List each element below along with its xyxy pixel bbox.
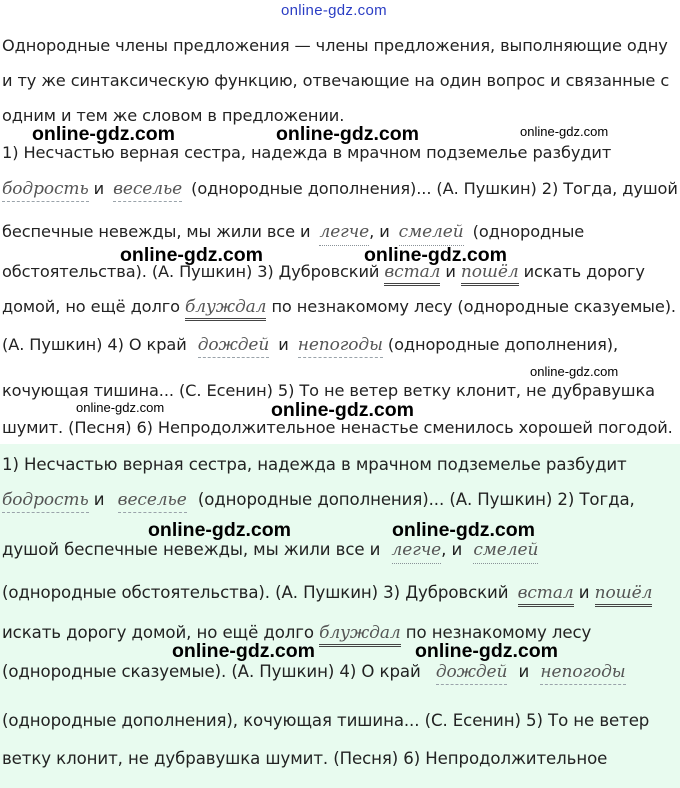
task-text: искать дорогу — [523, 262, 645, 281]
homogeneous-predicate: блуждал — [319, 623, 400, 647]
task-text: , и — [369, 222, 390, 241]
homogeneous-predicate: пошёл — [461, 262, 519, 286]
task-text: (однородные — [472, 222, 585, 241]
watermark: online-gdz.com — [32, 123, 175, 145]
watermark: online-gdz.com — [76, 400, 165, 415]
conjunction: и — [278, 335, 289, 354]
task-line — [2, 335, 618, 355]
answer-text: (однородные обстоятельства). (А. Пушкин) 3) Дубровский — [2, 583, 509, 602]
task-line: кочующая тишина... (С. Есенин) 5) То не ветер ветку клонит, не дубравушка — [2, 381, 655, 400]
conjunction: и — [518, 662, 530, 681]
answer-line — [2, 540, 538, 560]
task-line: шумит. (Песня) 6) Непродолжительное ненастье сменилось хорошей погодой. — [2, 418, 673, 437]
watermark: online-gdz.com — [392, 519, 535, 541]
watermark-top: online-gdz.com — [281, 2, 387, 19]
answer-text: искать дорогу домой, но ещё долго — [2, 623, 314, 642]
watermark: online-gdz.com — [364, 244, 507, 266]
task-line — [2, 222, 584, 242]
watermark: online-gdz.com — [415, 640, 558, 662]
definition-line: одним и тем же словом в предложении. — [2, 106, 345, 125]
task-line: 1) Несчастью верная сестра, надежда в мрачном подземелье разбудит — [2, 143, 612, 162]
answer-text: (однородные дополнения)... (А. Пушкин) 2) Тогда, — [197, 490, 635, 509]
answer-text: (однородные сказуемые). (А. Пушкин) 4) О край — [2, 662, 421, 681]
answer-line: ветку клонит, не дубравушка шумит. (Песня) 6) Непродолжительное — [2, 749, 608, 768]
homogeneous-predicate: встал — [384, 262, 440, 286]
answer-text: по незнакомому лесу — [405, 623, 592, 642]
task-text: (однородные дополнения)... (А. Пушкин) 2) Тогда, душой — [191, 179, 678, 198]
answer-line: 1) Несчастью верная сестра, надежда в мрачном подземелье разбудит — [2, 455, 627, 474]
task-text: (однородные дополнения), — [387, 335, 618, 354]
homogeneous-object: дождей — [436, 662, 508, 685]
watermark: online-gdz.com — [520, 124, 609, 139]
homogeneous-predicate: блуждал — [185, 297, 266, 321]
homogeneous-predicate: встал — [518, 583, 574, 607]
task-line — [2, 179, 678, 199]
answer-line — [2, 662, 626, 682]
answer-line — [2, 583, 652, 603]
homogeneous-object: непогоды — [540, 662, 625, 685]
homogeneous-predicate: пошёл — [595, 583, 653, 607]
conjunction: и — [445, 262, 456, 281]
answer-text: душой беспечные невежды, мы жили все и — [2, 540, 381, 559]
homogeneous-object: бодрость — [2, 179, 89, 202]
task-text: обстоятельства). (А. Пушкин) 3) Дубровский — [2, 262, 380, 281]
watermark: online-gdz.com — [271, 399, 414, 421]
watermark: online-gdz.com — [148, 519, 291, 541]
answer-line — [2, 490, 635, 510]
task-line — [2, 297, 676, 317]
task-text: беспечные невежды, мы жили все и — [2, 222, 311, 241]
task-line — [2, 262, 645, 282]
homogeneous-adverbial: смелей — [473, 540, 538, 564]
conjunction: и — [93, 179, 105, 198]
watermark: online-gdz.com — [172, 640, 315, 662]
answer-line: (однородные дополнения), кочующая тишина... (С. Есенин) 5) То не ветер — [2, 711, 650, 730]
homogeneous-object: веселье — [113, 179, 182, 202]
homogeneous-object: бодрость — [2, 490, 89, 513]
definition-line: и ту же синтаксическую функцию, отвечающие на один вопрос и связанные с — [2, 71, 670, 90]
task-text: домой, но ещё долго — [2, 297, 180, 316]
watermark: online-gdz.com — [120, 244, 263, 266]
task-text: по незнакомому лесу (однородные сказуемые). — [271, 297, 676, 316]
watermark: online-gdz.com — [530, 364, 619, 379]
conjunction: и — [93, 490, 105, 509]
watermark: online-gdz.com — [276, 123, 419, 145]
homogeneous-adverbial: смелей — [399, 222, 464, 246]
homogeneous-object: веселье — [118, 490, 187, 513]
homogeneous-object: непогоды — [298, 335, 383, 358]
homogeneous-adverbial: легче — [319, 222, 369, 246]
definition-line: Однородные члены предложения — члены предложения, выполняющие одну — [2, 36, 668, 55]
conjunction: и — [578, 583, 590, 602]
homogeneous-object: дождей — [198, 335, 270, 358]
task-text: (А. Пушкин) 4) О край — [2, 335, 187, 354]
answer-text: , и — [441, 540, 463, 559]
homogeneous-adverbial: легче — [392, 540, 442, 564]
